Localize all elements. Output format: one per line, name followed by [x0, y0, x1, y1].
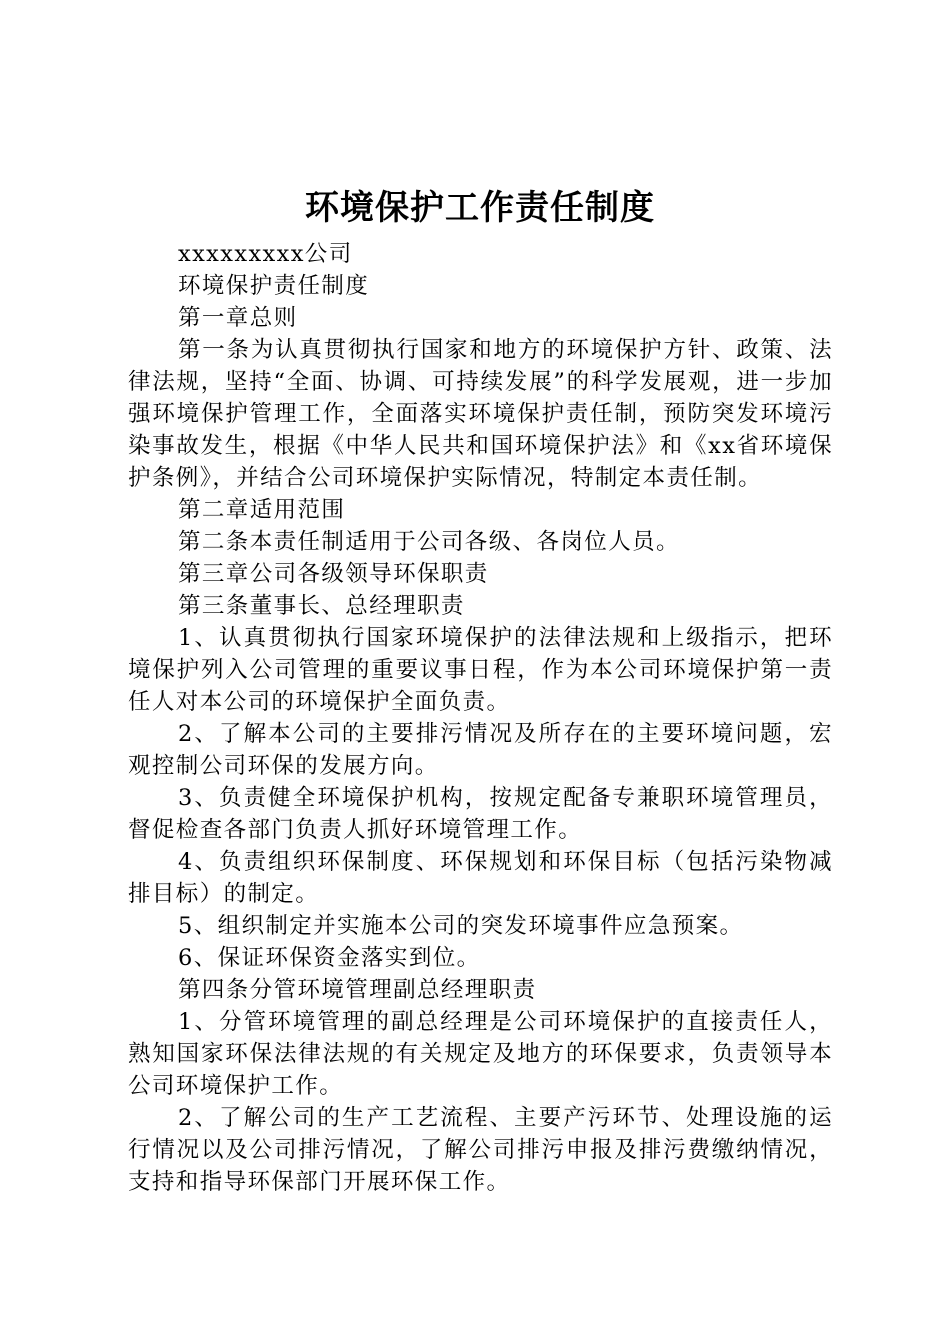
- article-4-item-2: 2、了解公司的生产工艺流程、主要产污环节、处理设施的运行情况以及公司排污情况，了解公司排污申报及排污费缴纳情况，支持和指导环保部门开展环保工作。: [128, 1105, 833, 1195]
- document-title: 环境保护工作责任制度: [305, 188, 655, 228]
- subtitle: 环境保护责任制度: [178, 273, 370, 299]
- article-1: 第一条为认真贯彻执行国家和地方的环境保护方针、政策、法律法规，坚持“全面、协调、可持续发展”的科学发展观，进一步加强环境保护管理工作，全面落实环境保护责任制，预防突发环境污染事故发生，根据《中华人民共和国环境保护法》和《xx省环境保护条例》，并结合公司环境保护实际情况，特制定本责任制。: [128, 337, 833, 491]
- article-4-item-1: 1、分管环境管理的副总经理是公司环境保护的直接责任人，熟知国家环保法律法规的有关规定及地方的环保要求，负责领导本公司环境保护工作。: [128, 1009, 833, 1099]
- article-4-heading: 第四条分管环境管理副总经理职责: [178, 977, 537, 1003]
- article-3-item-3: 3、负责健全环境保护机构，按规定配备专兼职环境管理员，督促检查各部门负责人抓好环境管理工作。: [128, 785, 833, 843]
- article-3-item-5: 5、组织制定并实施本公司的突发环境事件应急预案。: [178, 913, 744, 939]
- article-3-item-2: 2、了解本公司的主要排污情况及所存在的主要环境问题，宏观控制公司环保的发展方向。: [128, 721, 833, 779]
- article-3-item-6: 6、保证环保资金落实到位。: [178, 945, 481, 971]
- document-body: [128, 238, 833, 1198]
- company-name: xxxxxxxxx公司: [178, 241, 353, 267]
- chapter-1-heading: 第一章总则: [178, 305, 298, 331]
- article-3-item-4: 4、负责组织环保制度、环保规划和环保目标（包括污染物减排目标）的制定。: [128, 849, 833, 907]
- chapter-2-heading: 第二章适用范围: [178, 497, 346, 523]
- article-3-item-1: 1、认真贯彻执行国家环境保护的法律法规和上级指示，把环境保护列入公司管理的重要议事日程，作为本公司环境保护第一责任人对本公司的环境保护全面负责。: [128, 625, 833, 715]
- chapter-3-heading: 第三章公司各级领导环保职责: [178, 561, 489, 587]
- article-2: 第二条本责任制适用于公司各级、各岗位人员。: [178, 529, 680, 555]
- article-3-heading: 第三条董事长、总经理职责: [178, 593, 465, 619]
